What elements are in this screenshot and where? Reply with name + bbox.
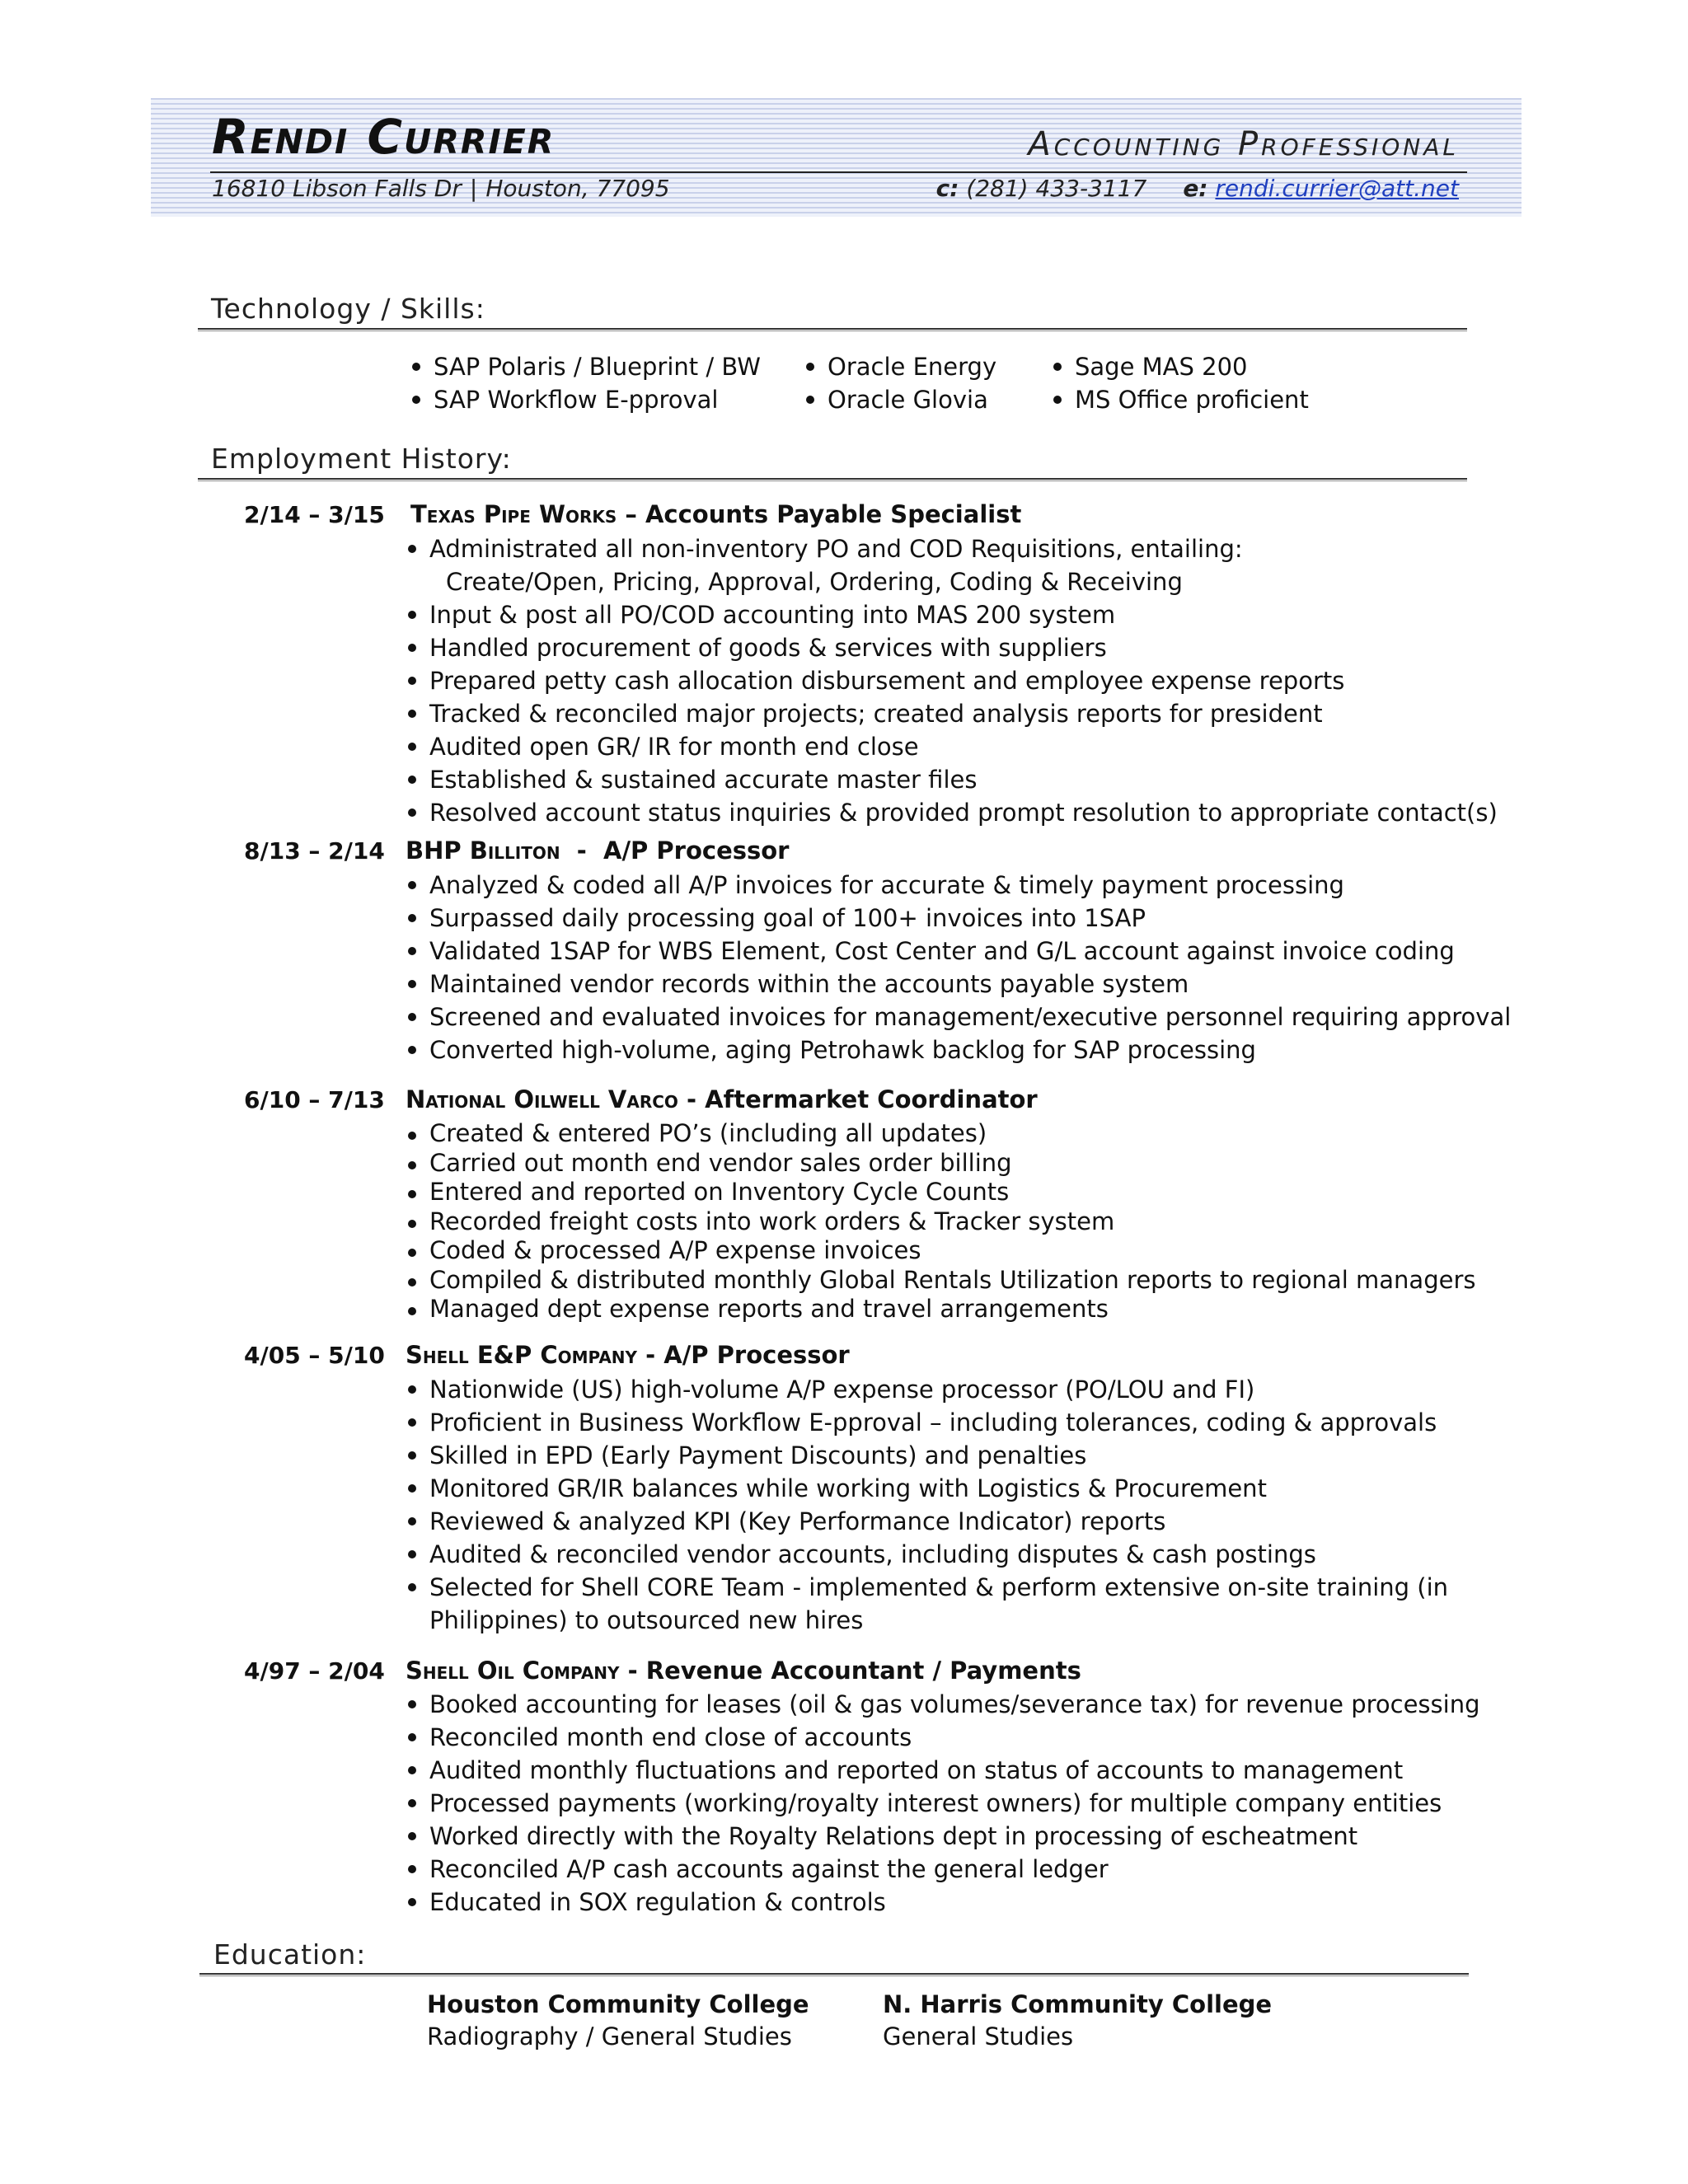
job-bullet: Worked directly with the Royalty Relations dept in processing of escheatment xyxy=(406,1820,1480,1853)
job-bullets xyxy=(406,1119,1475,1324)
job-bullet: Nationwide (US) high-volume A/P expense processor (PO/LOU and FI) xyxy=(406,1373,1448,1406)
job-bullet: Screened and evaluated invoices for management/executive personnel requiring approval xyxy=(406,1001,1511,1033)
heading-dash: - xyxy=(619,1657,646,1685)
skill-item: Oracle Energy xyxy=(804,350,996,383)
job-bullet: Tracked & reconciled major projects; created analysis reports for president xyxy=(406,697,1498,730)
job-bullet: Handled procurement of goods & services with suppliers xyxy=(406,631,1498,664)
job-bullet: Resolved account status inquiries & provided prompt resolution to appropriate contact(s) xyxy=(406,796,1498,829)
skills-column-2 xyxy=(804,350,996,416)
heading-dash: – xyxy=(617,500,645,528)
job-bullet: Audited monthly fluctuations and reported on status of accounts to management xyxy=(406,1754,1480,1787)
education-divider xyxy=(199,1973,1469,1976)
job-heading xyxy=(406,1657,1081,1685)
job-bullet: Skilled in EPD (Early Payment Discounts) and penalties xyxy=(406,1439,1448,1472)
job-bullet: Validated 1SAP for WBS Element, Cost Center and G/L account against invoice coding xyxy=(406,935,1511,968)
skill-item: Sage MAS 200 xyxy=(1052,350,1309,383)
heading-dash: - xyxy=(560,837,604,865)
job-bullet: Compiled & distributed monthly Global Rentals Utilization reports to regional managers xyxy=(406,1266,1475,1296)
skills-heading: Technology / Skills: xyxy=(211,293,485,325)
job-bullets xyxy=(406,532,1498,829)
job-bullet: Recorded freight costs into work orders & Tracker system xyxy=(406,1207,1475,1237)
job-role: Revenue Accountant / Payments xyxy=(645,1657,1081,1685)
skill-item: Oracle Glovia xyxy=(804,383,996,416)
job-role: A/P Processor xyxy=(663,1341,850,1369)
job-bullet: Reconciled month end close of accounts xyxy=(406,1721,1480,1754)
professional-title: Accounting Professional xyxy=(1028,125,1459,163)
email-label: e: xyxy=(1183,175,1208,202)
company-name: Shell E&P Company xyxy=(406,1341,638,1369)
job-bullet: Proficient in Business Workflow E-pproval – including tolerances, coding & approvals xyxy=(406,1406,1448,1439)
address-separator: | xyxy=(469,175,478,202)
job-bullet-continuation: Create/Open, Pricing, Approval, Ordering, Coding & Receiving xyxy=(446,568,1183,596)
education-heading: Education: xyxy=(213,1938,367,1971)
job-bullet: Prepared petty cash allocation disbursement and employee expense reports xyxy=(406,664,1498,697)
job-bullet: Monitored GR/IR balances while working with Logistics & Procurement xyxy=(406,1472,1448,1505)
phone-number: (281) 433-3117 xyxy=(966,175,1147,202)
company-name: BHP Billiton xyxy=(406,837,560,865)
job-bullet: Selected for Shell CORE Team - implemented & perform extensive on-site training (in xyxy=(406,1571,1448,1604)
phone-label: c: xyxy=(935,175,959,202)
job-bullet: Established & sustained accurate master files xyxy=(406,763,1498,796)
city-zip: Houston, 77095 xyxy=(485,175,670,202)
job-bullet: Managed dept expense reports and travel arrangements xyxy=(406,1295,1475,1324)
skill-item: SAP Workflow E-pproval xyxy=(410,383,761,416)
job-dates: 6/10 – 7/13 xyxy=(244,1086,385,1113)
job-bullet: Analyzed & coded all A/P invoices for accurate & timely payment processing xyxy=(406,869,1511,902)
header-divider xyxy=(210,171,1467,173)
job-dates: 8/13 – 2/14 xyxy=(244,837,385,865)
job-bullet: Converted high-volume, aging Petrohawk backlog for SAP processing xyxy=(406,1033,1511,1066)
job-dates: 4/05 – 5/10 xyxy=(244,1342,385,1369)
school-name: N. Harris Community College xyxy=(883,1990,1273,2018)
skill-item: SAP Polaris / Blueprint / BW xyxy=(410,350,761,383)
school-field: Radiography / General Studies xyxy=(427,2022,792,2050)
job-bullets xyxy=(406,869,1511,1066)
job-bullet: Processed payments (working/royalty interest owners) for multiple company entities xyxy=(406,1787,1480,1820)
email-link[interactable]: rendi.currier@att.net xyxy=(1215,175,1459,202)
job-bullet: Administrated all non-inventory PO and COD Requisitions, entailing: xyxy=(406,532,1498,565)
job-bullet: Reviewed & analyzed KPI (Key Performance Indicator) reports xyxy=(406,1505,1448,1538)
contact-line xyxy=(936,175,1459,202)
skills-column-1 xyxy=(410,350,761,416)
skills-divider xyxy=(198,328,1467,331)
job-bullet-continuation: Philippines) to outsourced new hires xyxy=(429,1606,864,1634)
job-bullet: Audited & reconciled vendor accounts, including disputes & cash postings xyxy=(406,1538,1448,1571)
skills-column-3 xyxy=(1052,350,1309,416)
job-role: Accounts Payable Specialist xyxy=(645,500,1022,528)
job-bullet: Reconciled A/P cash accounts against the general ledger xyxy=(406,1853,1480,1886)
job-heading xyxy=(406,837,790,865)
job-bullet: Entered and reported on Inventory Cycle Counts xyxy=(406,1178,1475,1207)
job-bullet: Audited open GR/ IR for month end close xyxy=(406,730,1498,763)
candidate-name: Rendi Currier xyxy=(212,109,556,165)
employment-divider xyxy=(198,478,1467,481)
skill-item: MS Office proficient xyxy=(1052,383,1309,416)
job-bullet: Coded & processed A/P expense invoices xyxy=(406,1236,1475,1266)
job-bullet: Created & entered PO’s (including all updates) xyxy=(406,1119,1475,1149)
address-line xyxy=(212,175,670,202)
job-bullet: Maintained vendor records within the accounts payable system xyxy=(406,968,1511,1001)
job-bullets xyxy=(406,1688,1480,1919)
street-address: 16810 Libson Falls Dr xyxy=(212,175,462,202)
company-name: National Oilwell Varco xyxy=(406,1085,678,1113)
job-bullets xyxy=(406,1373,1448,1637)
school-name: Houston Community College xyxy=(427,1990,809,2018)
job-role: Aftermarket Coordinator xyxy=(705,1085,1038,1113)
job-bullet: Booked accounting for leases (oil & gas volumes/severance tax) for revenue processing xyxy=(406,1688,1480,1721)
company-name: Shell Oil Company xyxy=(406,1657,620,1685)
job-dates: 4/97 – 2/04 xyxy=(244,1657,385,1685)
job-role: A/P Processor xyxy=(603,837,790,865)
school-field: General Studies xyxy=(883,2022,1074,2050)
job-bullet: Carried out month end vendor sales order billing xyxy=(406,1149,1475,1179)
job-bullet: Educated in SOX regulation & controls xyxy=(406,1886,1480,1919)
job-dates: 2/14 – 3/15 xyxy=(244,501,385,528)
job-bullet: Input & post all PO/COD accounting into MAS 200 system xyxy=(406,598,1498,631)
job-bullet: Surpassed daily processing goal of 100+ invoices into 1SAP xyxy=(406,902,1511,935)
company-name: Texas Pipe Works xyxy=(410,500,617,528)
job-heading xyxy=(406,1341,850,1369)
job-heading xyxy=(406,1085,1038,1113)
heading-dash: - xyxy=(678,1085,706,1113)
job-heading xyxy=(410,500,1021,528)
heading-dash: - xyxy=(637,1341,664,1369)
employment-heading: Employment History: xyxy=(211,443,512,475)
